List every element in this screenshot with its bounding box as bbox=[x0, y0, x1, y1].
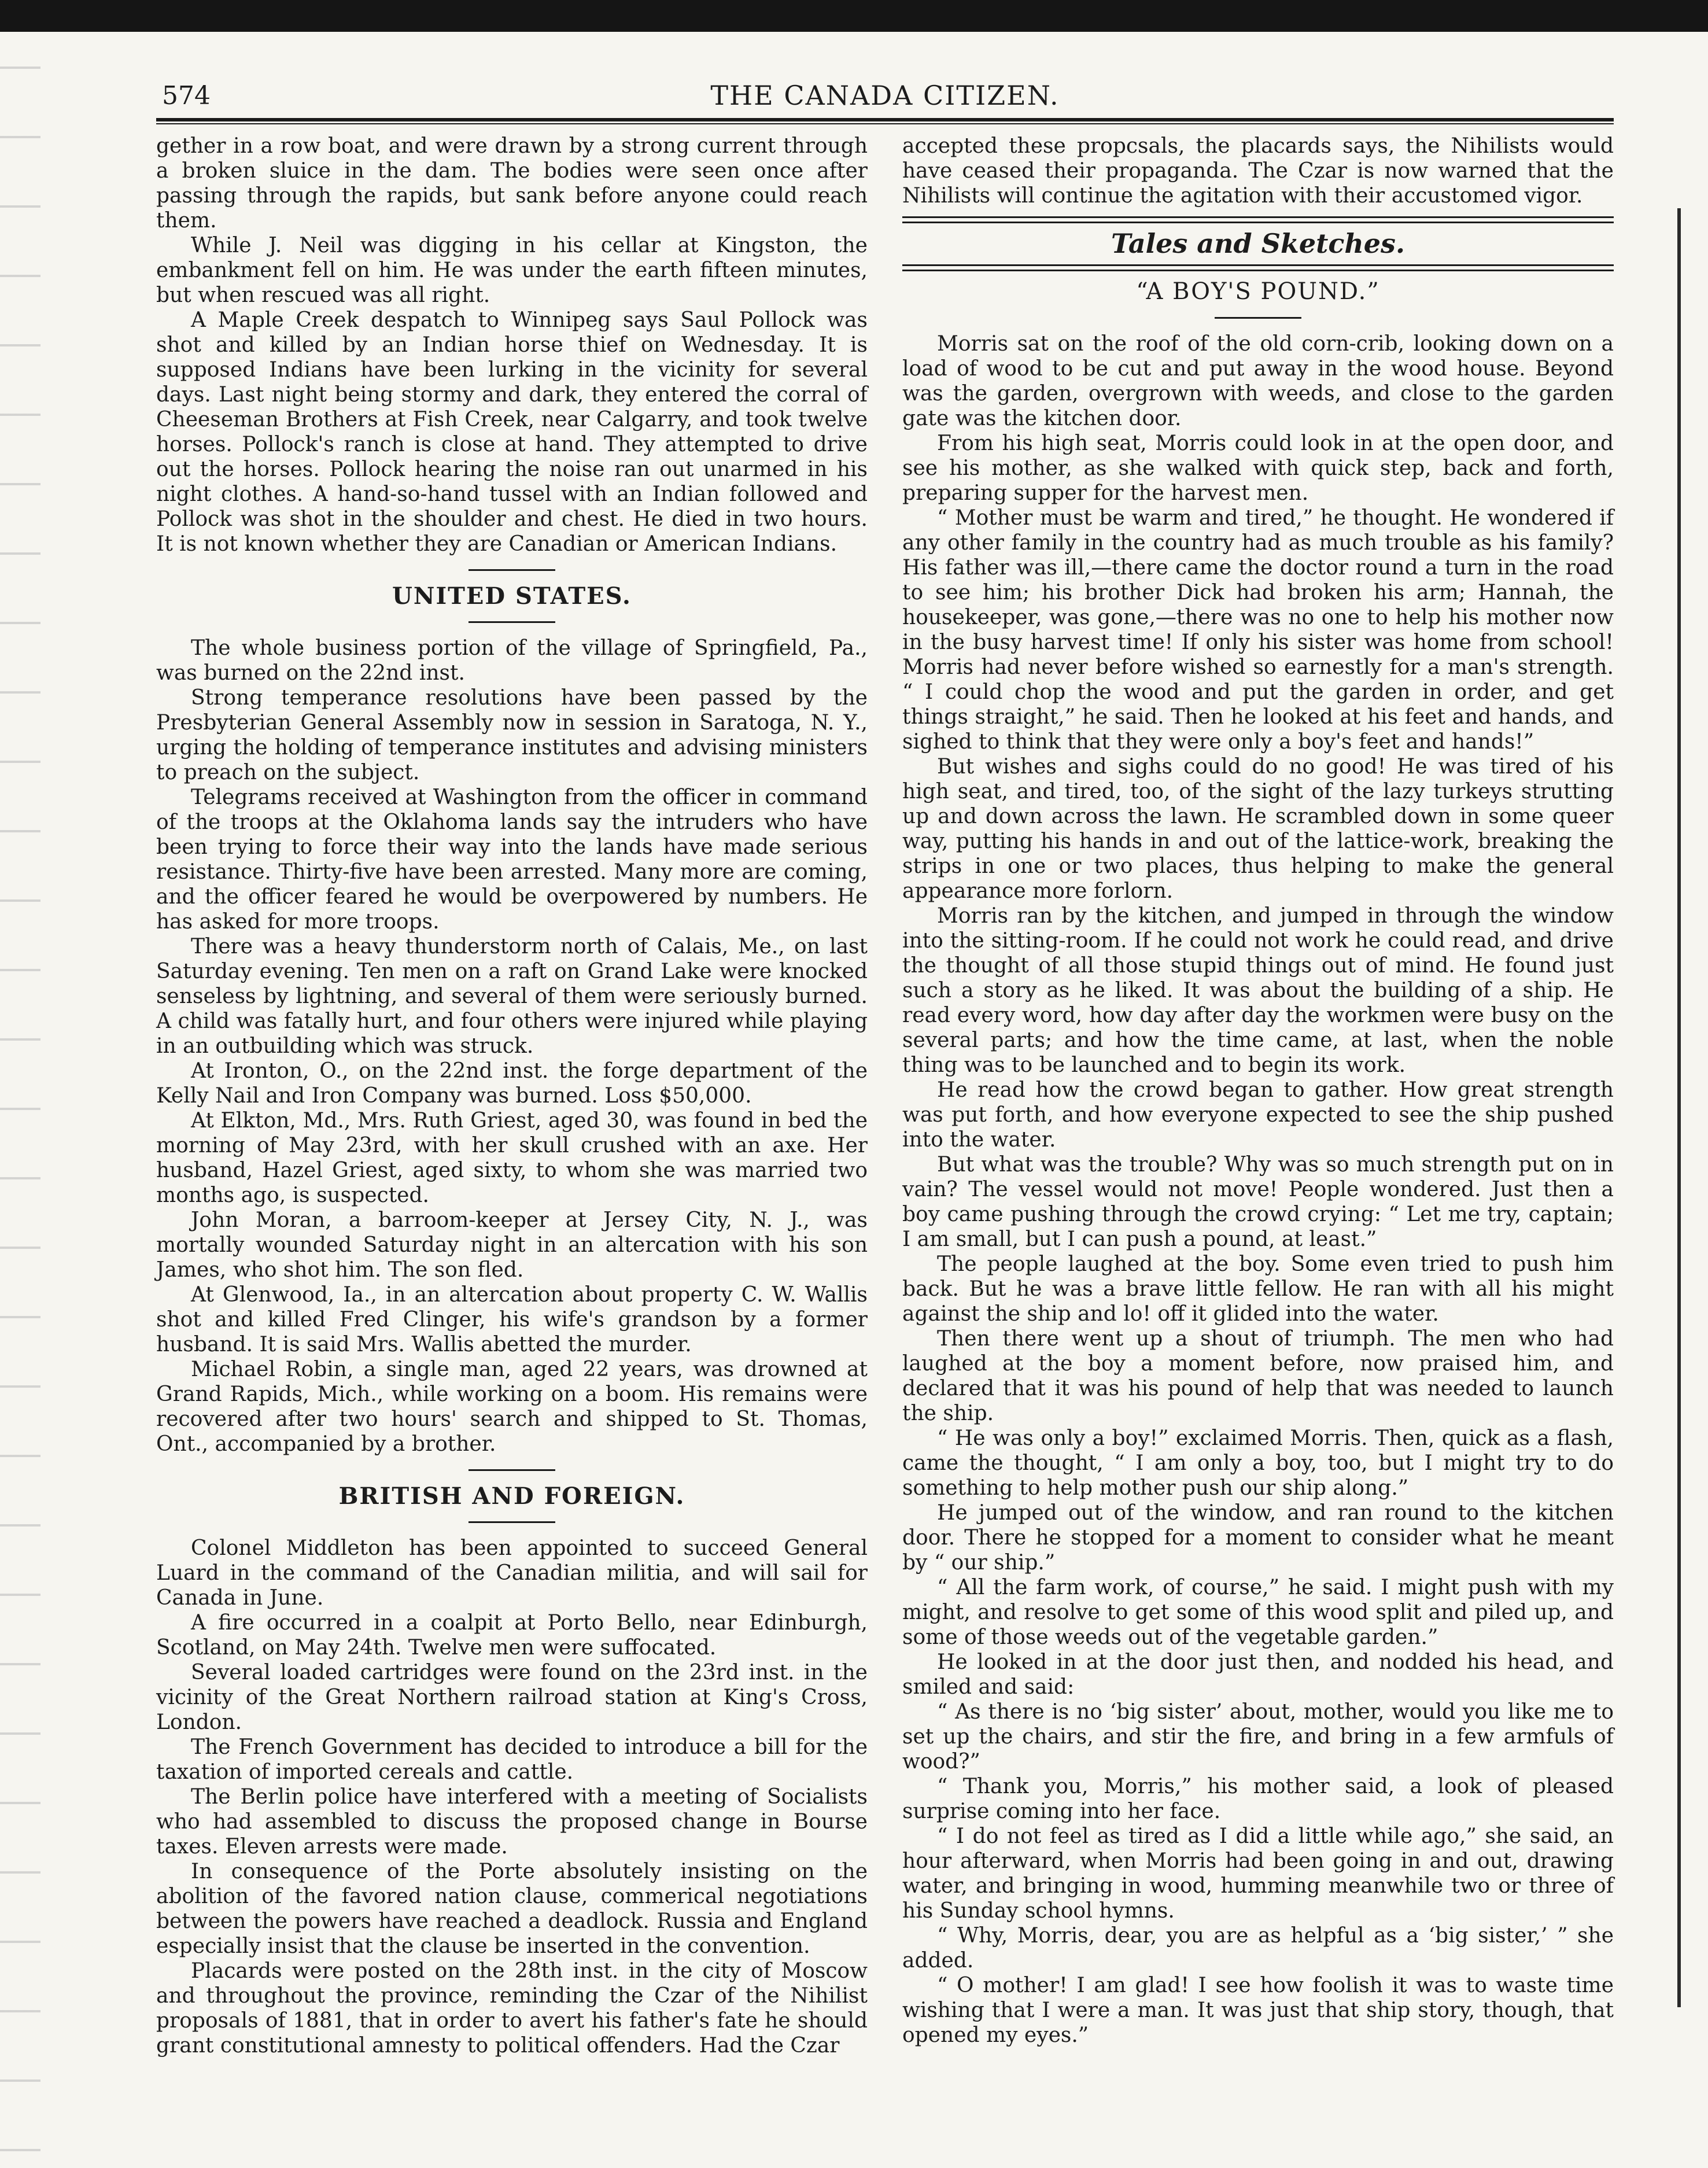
publication-title: THE CANADA CITIZEN. bbox=[710, 80, 1060, 111]
paragraph: He jumped out of the window, and ran round to the kitchen door. There he stopped for a moment to consider what he meant by “ our ship.” bbox=[902, 1501, 1614, 1575]
paragraph: Michael Robin, a single man, aged 22 years, was drowned at Grand Rapids, Mich., while working on a boom. His remains were recovered after two hours' search and shipped to St. Thomas, Ont., accompanied by a brother. bbox=[156, 1358, 868, 1456]
paragraph: But wishes and sighs could do no good! He was tired of his high seat, and tired, too, of the sight of the lazy turkeys strutting up and down across the lawn. He scrambled down in some queer way, putting his hands in and out of the lattice-work, breaking the strips in one or two places, thus helping to make the general appearance more forlorn. bbox=[902, 755, 1614, 903]
header-rule bbox=[156, 118, 1614, 121]
paragraph: “ Why, Morris, dear, you are as helpful as a ‘big sister,’ ” she added. bbox=[902, 1924, 1614, 1972]
paragraph: Several loaded cartridges were found on the 23rd inst. in the vicinity of the Great Northern railroad station at King's Cross, London. bbox=[156, 1661, 868, 1734]
section-divider bbox=[468, 1521, 555, 1523]
paragraph: “ I do not feel as tired as I did a little while ago,” she said, an hour afterward, when Morris had been going in and out, drawing water, and bringing in wood, humming meanwhile two or three of his Sunday school hymns. bbox=[902, 1824, 1614, 1923]
paragraph: “ All the farm work, of course,” he said. I might push with my might, and resolve to get some of this wood split and piled up, and some of those weeds out of the vegetable garden.” bbox=[902, 1576, 1614, 1649]
paragraph: At Elkton, Md., Mrs. Ruth Griest, aged 30, was found in bed the morning of May 23rd, with her skull crushed with an axe. Her husband, Hazel Griest, aged sixty, to whom she was married two months ago, is suspected. bbox=[156, 1109, 868, 1207]
newspaper-page bbox=[156, 75, 1614, 2058]
section-divider bbox=[468, 1469, 555, 1471]
paragraph: The whole business portion of the village of Springfield, Pa., was burned on the 22nd inst. bbox=[156, 636, 868, 685]
paragraph: The people laughed at the boy. Some even tried to push him back. But he was a brave little fellow. He ran with all his might against the ship and lo! off it glided into the water. bbox=[902, 1252, 1614, 1326]
paragraph: At Glenwood, Ia., in an altercation about property C. W. Wallis shot and killed Fred Clinger, his wife's grandson by a former husband. It is said Mrs. Wallis abetted the murder. bbox=[156, 1283, 868, 1356]
scan-left-margin bbox=[0, 32, 40, 2168]
section-heading-tales-sketches: Tales and Sketches. bbox=[1111, 228, 1405, 259]
right-column bbox=[902, 134, 1614, 2058]
scan-top-border bbox=[0, 0, 1708, 32]
paragraph: The Berlin police have interfered with a meeting of Socialists who had assembled to discuss the proposed change in Bourse taxes. Eleven arrests were made. bbox=[156, 1785, 868, 1859]
paragraph: He looked in at the door just then, and nodded his head, and smiled and said: bbox=[902, 1650, 1614, 1699]
article-columns bbox=[156, 134, 1614, 2058]
header-rule-thin bbox=[156, 123, 1614, 124]
paragraph: Then there went up a shout of triumph. The men who had laughed at the boy a moment before, now praised him, and declared that it was his pound of help that was needed to launch the ship. bbox=[902, 1327, 1614, 1425]
paragraph: “ He was only a boy!” exclaimed Morris. Then, quick as a flash, came the thought, “ I am only a boy, too, but I might try to do something to help mother push our ship along.” bbox=[902, 1426, 1614, 1500]
section-divider bbox=[468, 569, 555, 571]
section-divider bbox=[1215, 317, 1301, 319]
paragraph: A fire occurred in a coalpit at Porto Bello, near Edinburgh, Scotland, on May 24th. Twelve men were suffocated. bbox=[156, 1611, 868, 1660]
section-divider bbox=[468, 621, 555, 623]
paragraph: Morris sat on the roof of the old corn-crib, looking down on a load of wood to be cut and put away in the wood house. Beyond was the garden, overgrown with weeds, and close to the garden gate was the kitchen door. bbox=[902, 332, 1614, 430]
section-heading-united-states: UNITED STATES. bbox=[392, 582, 632, 610]
paragraph: John Moran, a barroom-keeper at Jersey City, N. J., was mortally wounded Saturday night in an altercation with his son James, who shot him. The son fled. bbox=[156, 1208, 868, 1282]
paragraph: Strong temperance resolutions have been passed by the Presbyterian General Assembly now in session in Saratoga, N. Y., urging the holding of temperance institutes and advising ministers to preach on the subject. bbox=[156, 686, 868, 784]
paragraph: “ As there is no ‘big sister’ about, mother, would you like me to set up the chairs, and stir the fire, and bring in a few armfuls of wood?” bbox=[902, 1700, 1614, 1774]
section-heading-british-foreign: BRITISH AND FOREIGN. bbox=[338, 1483, 685, 1510]
story-title: “A BOY'S POUND.” bbox=[1136, 278, 1380, 305]
paragraph: accepted these propcsals, the placards says, the Nihilists would have ceased their propaganda. The Czar is now warned that the Nihilists will continue the agitation with their accustomed vigor. bbox=[902, 134, 1614, 208]
paragraph: “ Thank you, Morris,” his mother said, a look of pleased surprise coming into her face. bbox=[902, 1775, 1614, 1823]
paragraph: He read how the crowd began to gather. How great strength was put forth, and how everyone expected to see the ship pushed into the water. bbox=[902, 1078, 1614, 1152]
paragraph: Colonel Middleton has been appointed to succeed General Luard in the command of the Canadian militia, and will sail for Canada in June. bbox=[156, 1536, 868, 1610]
paragraph: The French Government has decided to introduce a bill for the taxation of imported cereals and cattle. bbox=[156, 1735, 868, 1784]
paragraph: But what was the trouble? Why was so much strength put on in vain? The vessel would not move! People wondered. Just then a boy came pushing through the crowd crying: “ Let me try, captain; I am small, but I can push a pound, at least.” bbox=[902, 1153, 1614, 1251]
page-number: 574 bbox=[162, 81, 211, 110]
paragraph: A Maple Creek despatch to Winnipeg says Saul Pollock was shot and killed by an Indian horse thief on Wednesday. It is supposed Indians have been lurking in the vicinity for several days. Last night being stormy and dark, they entered the corral of Cheeseman Brothers at Fish Creek, near Calgarry, and took twelve horses. Pollock's ranch is close at hand. They attempted to drive out the horses. Pollock hearing the noise ran out unarmed in his night clothes. A hand-so-hand tussel with an Indian followed and Pollock was shot in the shoulder and chest. He died in two hours. It is not known whether they are Canadian or American Indians. bbox=[156, 308, 868, 556]
paragraph: Placards were posted on the 28th inst. in the city of Moscow and throughout the province, reminding the Czar of the Nihilist proposals of 1881, that in order to avert his father's fate he should grant constitutional amnesty to political offenders. Had the Czar bbox=[156, 1959, 868, 2058]
paragraph: There was a heavy thunderstorm north of Calais, Me., on last Saturday evening. Ten men on a raft on Grand Lake were knocked senseless by lightning, and several of them were seriously burned. A child was fatally hurt, and four others were injured while playing in an outbuilding which was struck. bbox=[156, 935, 868, 1058]
section-rule bbox=[902, 216, 1614, 223]
paragraph: Morris ran by the kitchen, and jumped in through the window into the sitting-room. If he could not work he could read, and drive the thought of all those stupid things out of mind. He found just such a story as he liked. It was about the building of a ship. He read every word, how day after day the workmen were busy on the several parts; and how the time came, at last, when the noble thing was to be launched and to begin its work. bbox=[902, 904, 1614, 1077]
running-head bbox=[156, 75, 1614, 116]
scan-right-edge bbox=[1677, 208, 1681, 2007]
left-column bbox=[156, 134, 868, 2058]
paragraph: From his high seat, Morris could look in at the open door, and see his mother, as she walked with quick step, back and forth, preparing supper for the harvest men. bbox=[902, 432, 1614, 505]
paragraph: “ O mother! I am glad! I see how foolish it was to waste time wishing that I were a man. It was just that ship story, though, that opened my eyes.” bbox=[902, 1974, 1614, 2047]
paragraph: “ Mother must be warm and tired,” he thought. He wondered if any other family in the country had as much trouble as his family? His father was ill,—there came the doctor round a turn in the road to see him; his brother Dick had broken his arm; Hannah, the housekeeper, was gone,—there was no one to help his mother now in the busy harvest time! If only his sister was home from school! Morris had never before wished so earnestly for a man's strength. “ I could chop the wood and put the garden in order, and get things straight,” he said. Then he looked at his feet and hands, and sighed to think that they were only a boy's feet and hands!” bbox=[902, 506, 1614, 754]
paragraph: At Ironton, O., on the 22nd inst. the forge department of the Kelly Nail and Iron Company was burned. Loss $50,000. bbox=[156, 1059, 868, 1108]
paragraph: In consequence of the Porte absolutely insisting on the abolition of the favored nation clause, commerical negotiations between the powers have reached a deadlock. Russia and England especially insist that the clause be inserted in the convention. bbox=[156, 1860, 868, 1958]
section-rule bbox=[902, 264, 1614, 271]
paragraph: While J. Neil was digging in his cellar at Kingston, the embankment fell on him. He was under the earth fifteen minutes, but when rescued was all right. bbox=[156, 234, 868, 307]
paragraph: gether in a row boat, and were drawn by a strong current through a broken sluice in the dam. The bodies were seen once after passing through the rapids, but sank before anyone could reach them. bbox=[156, 134, 868, 233]
paragraph: Telegrams received at Washington from the officer in command of the troops at the Oklahoma lands say the intruders who have been trying to force their way into the lands have made serious resistance. Thirty-five have been arrested. Many more are coming, and the officer feared he would be overpowered by numbers. He has asked for more troops. bbox=[156, 786, 868, 934]
